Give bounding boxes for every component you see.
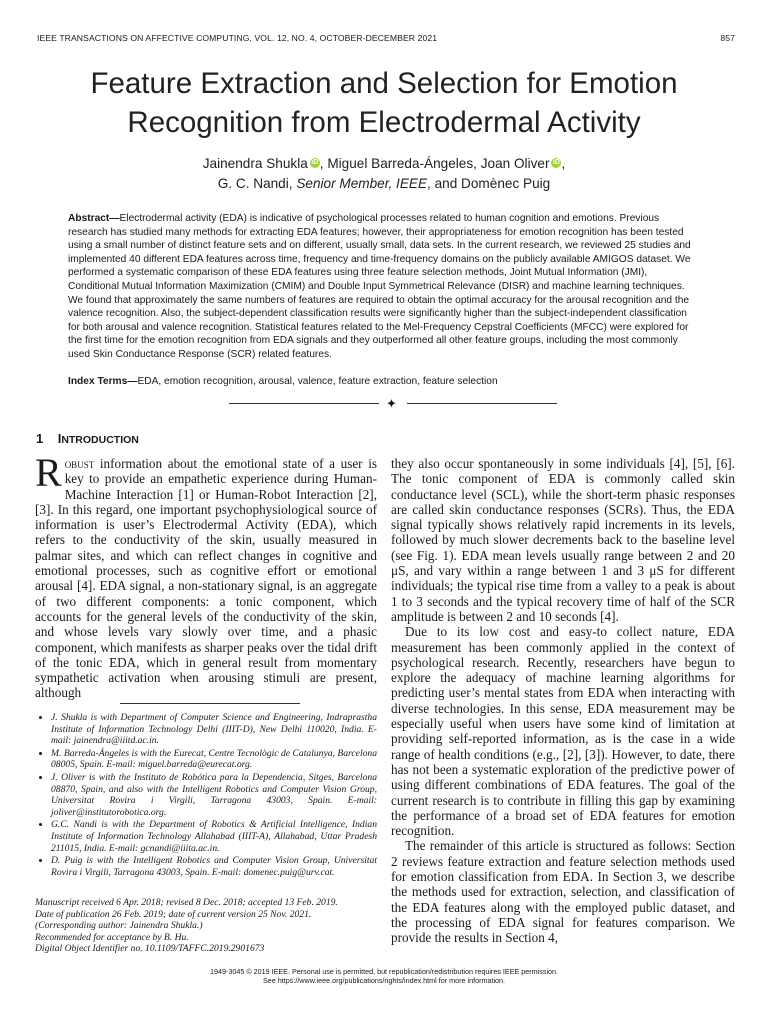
journal-citation: IEEE TRANSACTIONS ON AFFECTIVE COMPUTING, VOL. 12, NO. 4, OCTOBER-DECEMBER 2021 <box>37 33 438 43</box>
index-terms <box>68 375 700 389</box>
footnote-rule <box>120 703 300 704</box>
drop-cap: R <box>35 450 62 495</box>
author-role: Senior Member, IEEE <box>296 176 428 191</box>
copyright-notice <box>120 967 648 985</box>
paragraph: Due to its low cost and easy-to collect nature, EDA measurement has been commonly applied in the context of psychological research. Recently, researchers have begun to explore the adequacy of machine learning algorithms for predicting user’s mental states from EDA when interacting with diverse technologies. In this sense, EDA measurement may be especially useful when users have some kind of limitation at providing self-reported information, as is the case in a wide range of health conditions (e.g., [2], [3]). However, to date, there has not been a systematic exploration of the predictive power of using different combinations of EDA features. The goal of the current research is to contribute in filling this gap by examining the performance of a broad set of EDA features for emotion recognition. <box>391 624 735 839</box>
section-title-initial: I <box>57 431 62 446</box>
author-name: Jainendra Shukla <box>202 156 308 171</box>
right-column <box>391 456 735 946</box>
footnote-item: • M. Barreda-Ángeles is with the Eurecat, Centre Tecnològic de Catalunya, Barcelona 08005, Spain. E-mail: miguel.barreda@eurecat.org. <box>51 748 377 771</box>
abstract-text: Electrodermal activity (EDA) is indicative of psychological processes related to human cognition and emotions. Previous research has studied many methods for extracting EDA features; however, their appropriateness for emotion recognition has been tested using a small number of distinct feature sets and on different, usually small, data sets. In the current research, we reviewed 25 studies and implemented 40 different EDA features across time, frequency and time-frequency domains on the publicly available AMIGOS dataset. We performed a systematic comparison of these EDA features using three feature selection methods, Joint Mutual Information (JMI), Conditional Mutual Information Maximization (CMIM) and Double Input Symmetrical Relevance (DISR) and machine learning techniques. We found that approximately the same numbers of features are required to obtain the optimal accuracy for the arousal recognition and the valence recognition. Also, the subject-dependent classification results were significantly higher than the subject-independent classification for both arousal and valence recognition. Statistical features related to the Mel-Frequency Cepstral Coefficients (MFCC) were explored for the first time for the emotion recognition from EDA signals and they outperformed all other feature groups, including the most commonly used Skin Conductance Response (SCR) related features. <box>68 213 691 360</box>
section-title-rest: NTRODUCTION <box>61 434 139 446</box>
paragraph: The remainder of this article is structured as follows: Section 2 reviews feature extraction and feature selection methods used for emotion classification from EDA. In Section 3, we describe the methods used for extraction, selection, and classification of the EDA features along with the employed public dataset, and the processing of EDA signal for features comparison. We provide the results in Section 4, <box>391 838 735 946</box>
left-column <box>35 450 377 701</box>
page-number: 857 <box>720 33 735 43</box>
section-divider <box>229 397 557 411</box>
orcid-icon[interactable]: iD <box>552 159 560 166</box>
manuscript-line: Manuscript received 6 Apr. 2018; revised 8 Dec. 2018; accepted 13 Feb. 2019. <box>35 897 338 908</box>
small-caps-lead: obust <box>64 456 95 471</box>
footnote-item: • J. Shukla is with Department of Computer Science and Engineering, Indraprastha Institute of Information Technology Delhi (IIIT-D), New Delhi 110020, India. E-mail: jainendra@iiitd.ac.in. <box>51 712 377 747</box>
paper-title: Feature Extraction and Selection for Emotion Recognition from Electrodermal Activity <box>90 67 678 139</box>
divider-ornament-icon: ✦ <box>386 396 397 411</box>
section-heading <box>36 431 139 446</box>
footnote-item: • J. Oliver is with the Instituto de Robótica para la Dependencia, Sitges, Barcelona 08870, Spain, and also with the Intelligent Robotics and Computer Vision Group, Universitat Rovira i Virgili, Tarragona 43003, Spain. E-mail: joliver@institutorobotica.org. <box>51 772 377 818</box>
paragraph: they also occur spontaneously in some individuals [4], [5], [6]. The tonic component of EDA is commonly called skin conductance level (SCL), while the short-term phasic responses are called skin conductance responses (SCRs). Thus, the EDA signal typically shows relatively rapid increments in its levels, followed by much slower decrements back to the baseline level (see Fig. 1). EDA mean levels usually range between 2 and 20 μS, and vary within a range between 1 and 3 μS for different individuals; the typical rise time from a valley to a peak is about 1 to 3 seconds and the typical recovery time of half of the SCR amplitude is between 2 and 10 seconds [4]. <box>391 456 735 624</box>
paragraph-text: information about the emotional state of a user is key to provide an empathetic experience during Human-Machine Interaction [1] or Human-Robot Interaction [2], [3]. In this regard, one important psychophysiological source of information is user’s Electrodermal Activity (EDA), which refers to the conductivity of the skin, usually measured in palmar sites, and which can reflect changes in cognitive and emotional processes, such as cognitive effort or emotional arousal [4]. EDA signal, a non-stationary signal, is an aggregate of two different components: a tonic component, which accounts for the general levels of the conductivity of the skin, and whose levels vary slowly over time, and a phasic component, which manifests as sharper peaks over the tidal drift of the tonic EDA, which in general result from momentary sympathetic activation when arousing stimuli are present, although <box>35 456 377 701</box>
doi-line[interactable]: Digital Object Identifier no. 10.1109/TAFFC.2019.2901673 <box>35 943 265 955</box>
index-terms-label: Index Terms— <box>68 376 138 387</box>
copyright-line: 1949-3045 © 2019 IEEE. Personal use is permitted, but republication/redistribution requires IEEE permission. <box>209 967 559 976</box>
footnote-item: • D. Puig is with the Intelligent Robotics and Computer Vision Group, Universitat Rovira i Virgili, Tarragona 43003, Spain. E-mail: domenec.puig@urv.cat. <box>51 855 377 878</box>
divider-line-right <box>407 403 557 404</box>
author-separator: , <box>561 156 566 171</box>
manuscript-line: Recommended for acceptance by B. Hu. <box>35 931 189 943</box>
author-list <box>30 154 738 194</box>
manuscript-info <box>35 897 377 955</box>
orcid-icon[interactable]: iD <box>311 159 319 166</box>
affiliation-footnotes <box>35 712 377 879</box>
author-name: , and Domènec Puig <box>427 176 551 191</box>
author-name: G. C. Nandi, <box>217 176 297 191</box>
manuscript-line: (Corresponding author: Jainendra Shukla.) <box>35 920 203 932</box>
abstract-label: Abstract— <box>68 213 120 224</box>
manuscript-line: Date of publication 26 Feb. 2019; date of current version 25 Nov. 2021. <box>35 908 312 920</box>
divider-line-left <box>229 403 379 404</box>
section-number: 1 <box>36 431 44 446</box>
footnote-item: • G.C. Nandi is with the Department of Robotics & Artificial Intelligence, Indian Institute of Information Technology Allahabad (IIIT-A), Allahabad, Uttar Pradesh 211015, India. E-mail: gcnandi@iiita.ac.in. <box>51 819 377 854</box>
author-name: , Miguel Barreda-Ángeles, Joan Oliver <box>319 156 550 171</box>
running-header <box>37 33 735 43</box>
abstract <box>68 212 700 362</box>
paragraph <box>35 450 377 701</box>
copyright-link-line[interactable]: See https://www.ieee.org/publications/rights/index.html for more information. <box>262 976 506 985</box>
index-terms-text: EDA, emotion recognition, arousal, valence, feature extraction, feature selection <box>137 376 498 387</box>
